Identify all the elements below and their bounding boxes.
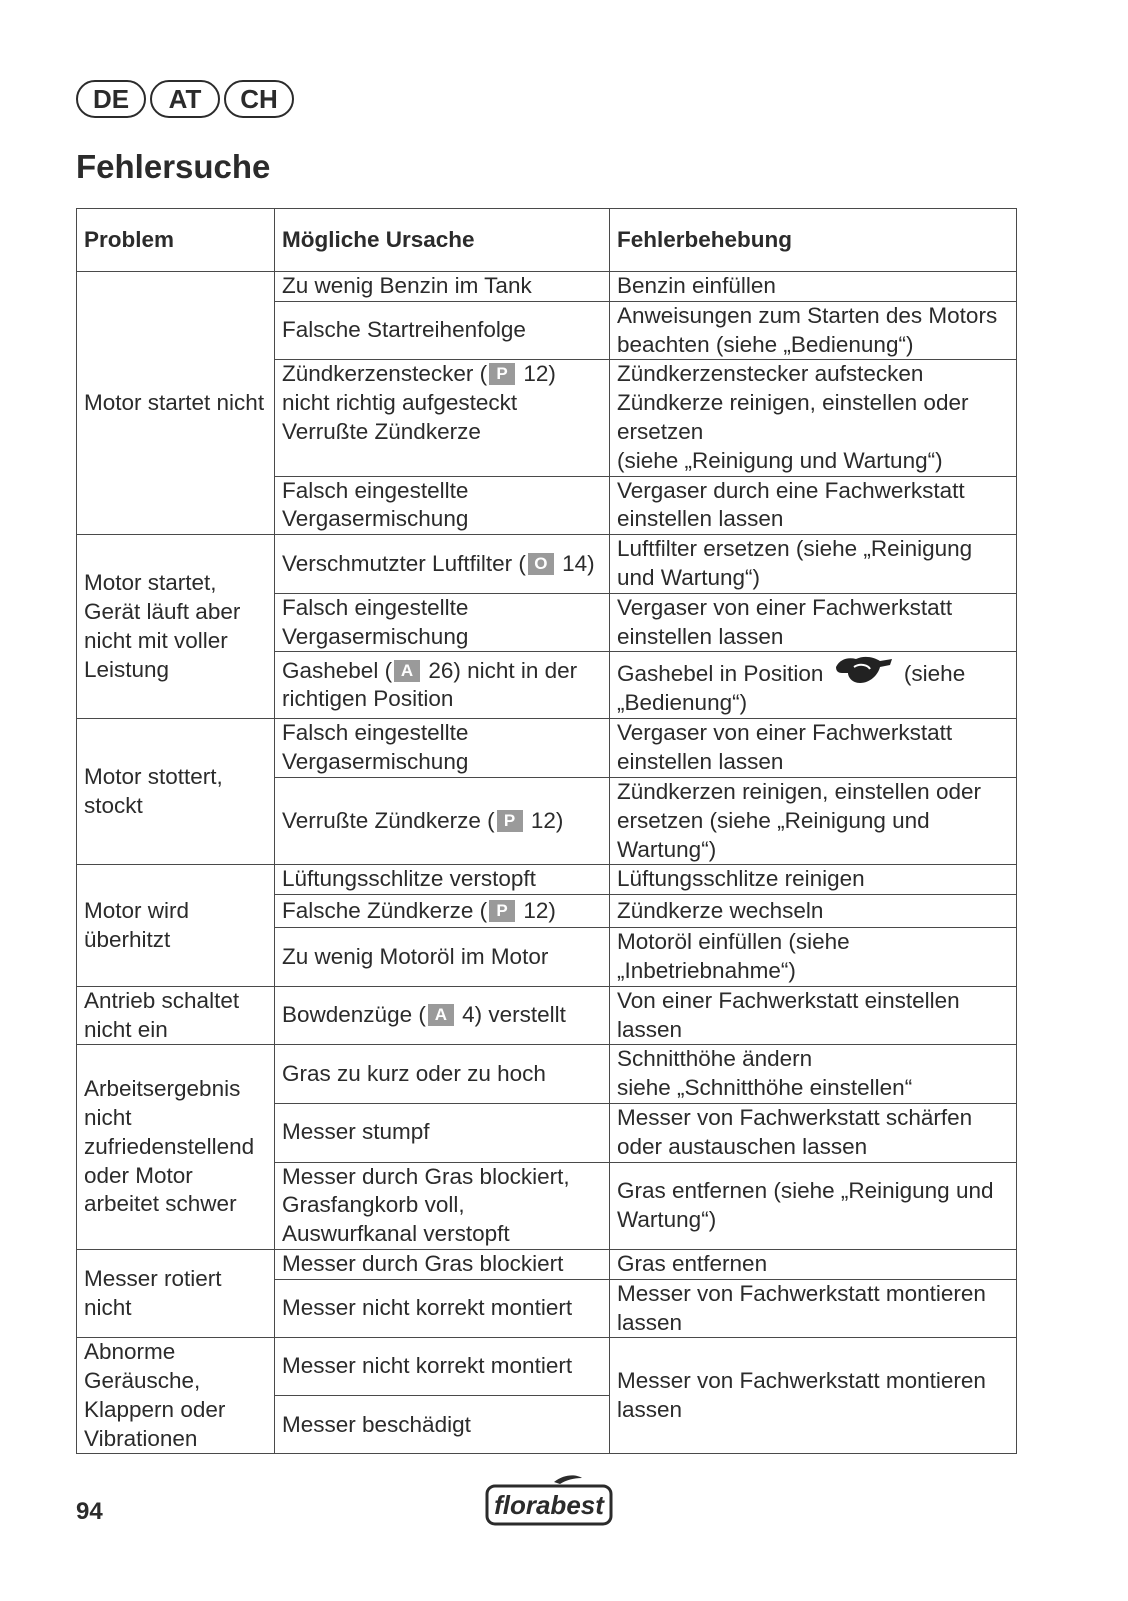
cause-cell: Gashebel ( A 26) nicht in der richtigen Position: [275, 652, 610, 719]
badge-ch: CH: [224, 80, 294, 118]
remedy-cell: Messer von Fachwerkstatt montieren lassen: [610, 1279, 1017, 1338]
remedy-cell: Zündkerzen reinigen, einstellen oder ersetzen (siehe „Reinigung und Wartung“): [610, 777, 1017, 864]
remedy-cell: Gras entfernen (siehe „Reinigung und Wartung“): [610, 1162, 1017, 1249]
header-remedy: Fehlerbehebung: [610, 209, 1017, 272]
cause-cell: Messer beschädigt: [275, 1396, 610, 1454]
problem-cell: Abnorme Geräusche, Klappern oder Vibrationen: [77, 1338, 275, 1454]
remedy-cell: Anweisungen zum Starten des Motors beachten (siehe „Bedienung“): [610, 301, 1017, 360]
problem-cell: Motor wird überhitzt: [77, 865, 275, 986]
remedy-cell: Zündkerzenstecker aufstecken Zündkerze reinigen, einstellen oder ersetzen (siehe „Reinigung und Wartung“): [610, 360, 1017, 476]
logo-text: florabest: [494, 1490, 604, 1520]
cause-cell: Messer nicht korrekt montiert: [275, 1279, 610, 1338]
cause-cell: Bowdenzüge ( A 4) verstellt: [275, 986, 610, 1045]
table-row: [77, 865, 1017, 895]
cause-cell: Messer durch Gras blockiert, Grasfangkorb voll, Auswurfkanal verstopft: [275, 1162, 610, 1249]
cause-cell: Zu wenig Benzin im Tank: [275, 272, 610, 302]
remedy-cell: Von einer Fachwerkstatt einstellen lassen: [610, 986, 1017, 1045]
remedy-cell: Schnitthöhe ändern siehe „Schnitthöhe einstellen“: [610, 1045, 1017, 1104]
country-badges: [76, 80, 294, 118]
ref-label: P: [497, 810, 523, 832]
ref-label: P: [489, 363, 515, 385]
cause-cell: Messer durch Gras blockiert: [275, 1249, 610, 1279]
ref-label: P: [489, 900, 515, 922]
cause-cell: Messer stumpf: [275, 1103, 610, 1162]
table-row: [77, 1338, 1017, 1396]
header-problem: Problem: [77, 209, 275, 272]
cause-cell: Falsch eingestellte Vergasermischung: [275, 593, 610, 652]
badge-at: AT: [150, 80, 220, 118]
table-row: [77, 272, 1017, 302]
problem-cell: Arbeitsergebnis nicht zufriedenstellend oder Motor arbeitet schwer: [77, 1045, 275, 1250]
remedy-cell: Zündkerze wechseln: [610, 895, 1017, 928]
remedy-cell: Gashebel in Position (siehe „Bedienung“): [610, 652, 1017, 719]
table-row: [77, 986, 1017, 1045]
remedy-cell: Messer von Fachwerkstatt schärfen oder austauschen lassen: [610, 1103, 1017, 1162]
cause-cell: Falsche Startreihenfolge: [275, 301, 610, 360]
cause-cell: Falsch eingestellte Vergasermischung: [275, 476, 610, 535]
remedy-cell: Motoröl einfüllen (siehe „Inbetriebnahme“): [610, 928, 1017, 987]
ref-label: O: [528, 553, 554, 575]
cause-cell: Zündkerzenstecker ( P 12) nicht richtig aufgesteckt Verrußte Zündkerze: [275, 360, 610, 476]
problem-cell: Motor stottert, stockt: [77, 719, 275, 865]
cause-cell: Zu wenig Motoröl im Motor: [275, 928, 610, 987]
cause-cell: Falsche Zündkerze ( P 12): [275, 895, 610, 928]
table-row: [77, 535, 1017, 594]
florabest-logo: [484, 1472, 614, 1528]
remedy-cell: Lüftungsschlitze reinigen: [610, 865, 1017, 895]
table-row: [77, 719, 1017, 778]
page-number: 94: [76, 1498, 103, 1525]
table-row: [77, 1045, 1017, 1104]
problem-cell: Antrieb schaltet nicht ein: [77, 986, 275, 1045]
troubleshooting-table: [76, 208, 1017, 1454]
cause-cell: Verrußte Zündkerze ( P 12): [275, 777, 610, 864]
ref-label: A: [394, 660, 420, 682]
remedy-cell: Benzin einfüllen: [610, 272, 1017, 302]
badge-de: DE: [76, 80, 146, 118]
table-row: [77, 1249, 1017, 1279]
header-cause: Mögliche Ursache: [275, 209, 610, 272]
cause-cell: Messer nicht korrekt montiert: [275, 1338, 610, 1396]
cause-cell: Falsch eingestellte Vergasermischung: [275, 719, 610, 778]
throttle-icon: [834, 653, 894, 687]
remedy-cell: Vergaser von einer Fachwerkstatt einstellen lassen: [610, 593, 1017, 652]
remedy-cell: Luftfilter ersetzen (siehe „Reinigung und Wartung“): [610, 535, 1017, 594]
problem-cell: Motor startet nicht: [77, 272, 275, 535]
ref-label: A: [428, 1004, 454, 1026]
remedy-cell: Messer von Fachwerkstatt montieren lassen: [610, 1338, 1017, 1454]
problem-cell: Motor startet, Gerät läuft aber nicht mit voller Leistung: [77, 535, 275, 719]
problem-cell: Messer rotiert nicht: [77, 1249, 275, 1337]
remedy-cell: Vergaser von einer Fachwerkstatt einstellen lassen: [610, 719, 1017, 778]
page-title: Fehlersuche: [76, 148, 271, 185]
remedy-cell: Gras entfernen: [610, 1249, 1017, 1279]
table-header-row: [77, 209, 1017, 272]
cause-cell: Verschmutzter Luftfilter ( O 14): [275, 535, 610, 594]
cause-cell: Gras zu kurz oder zu hoch: [275, 1045, 610, 1104]
remedy-cell: Vergaser durch eine Fachwerkstatt einstellen lassen: [610, 476, 1017, 535]
cause-cell: Lüftungsschlitze verstopft: [275, 865, 610, 895]
